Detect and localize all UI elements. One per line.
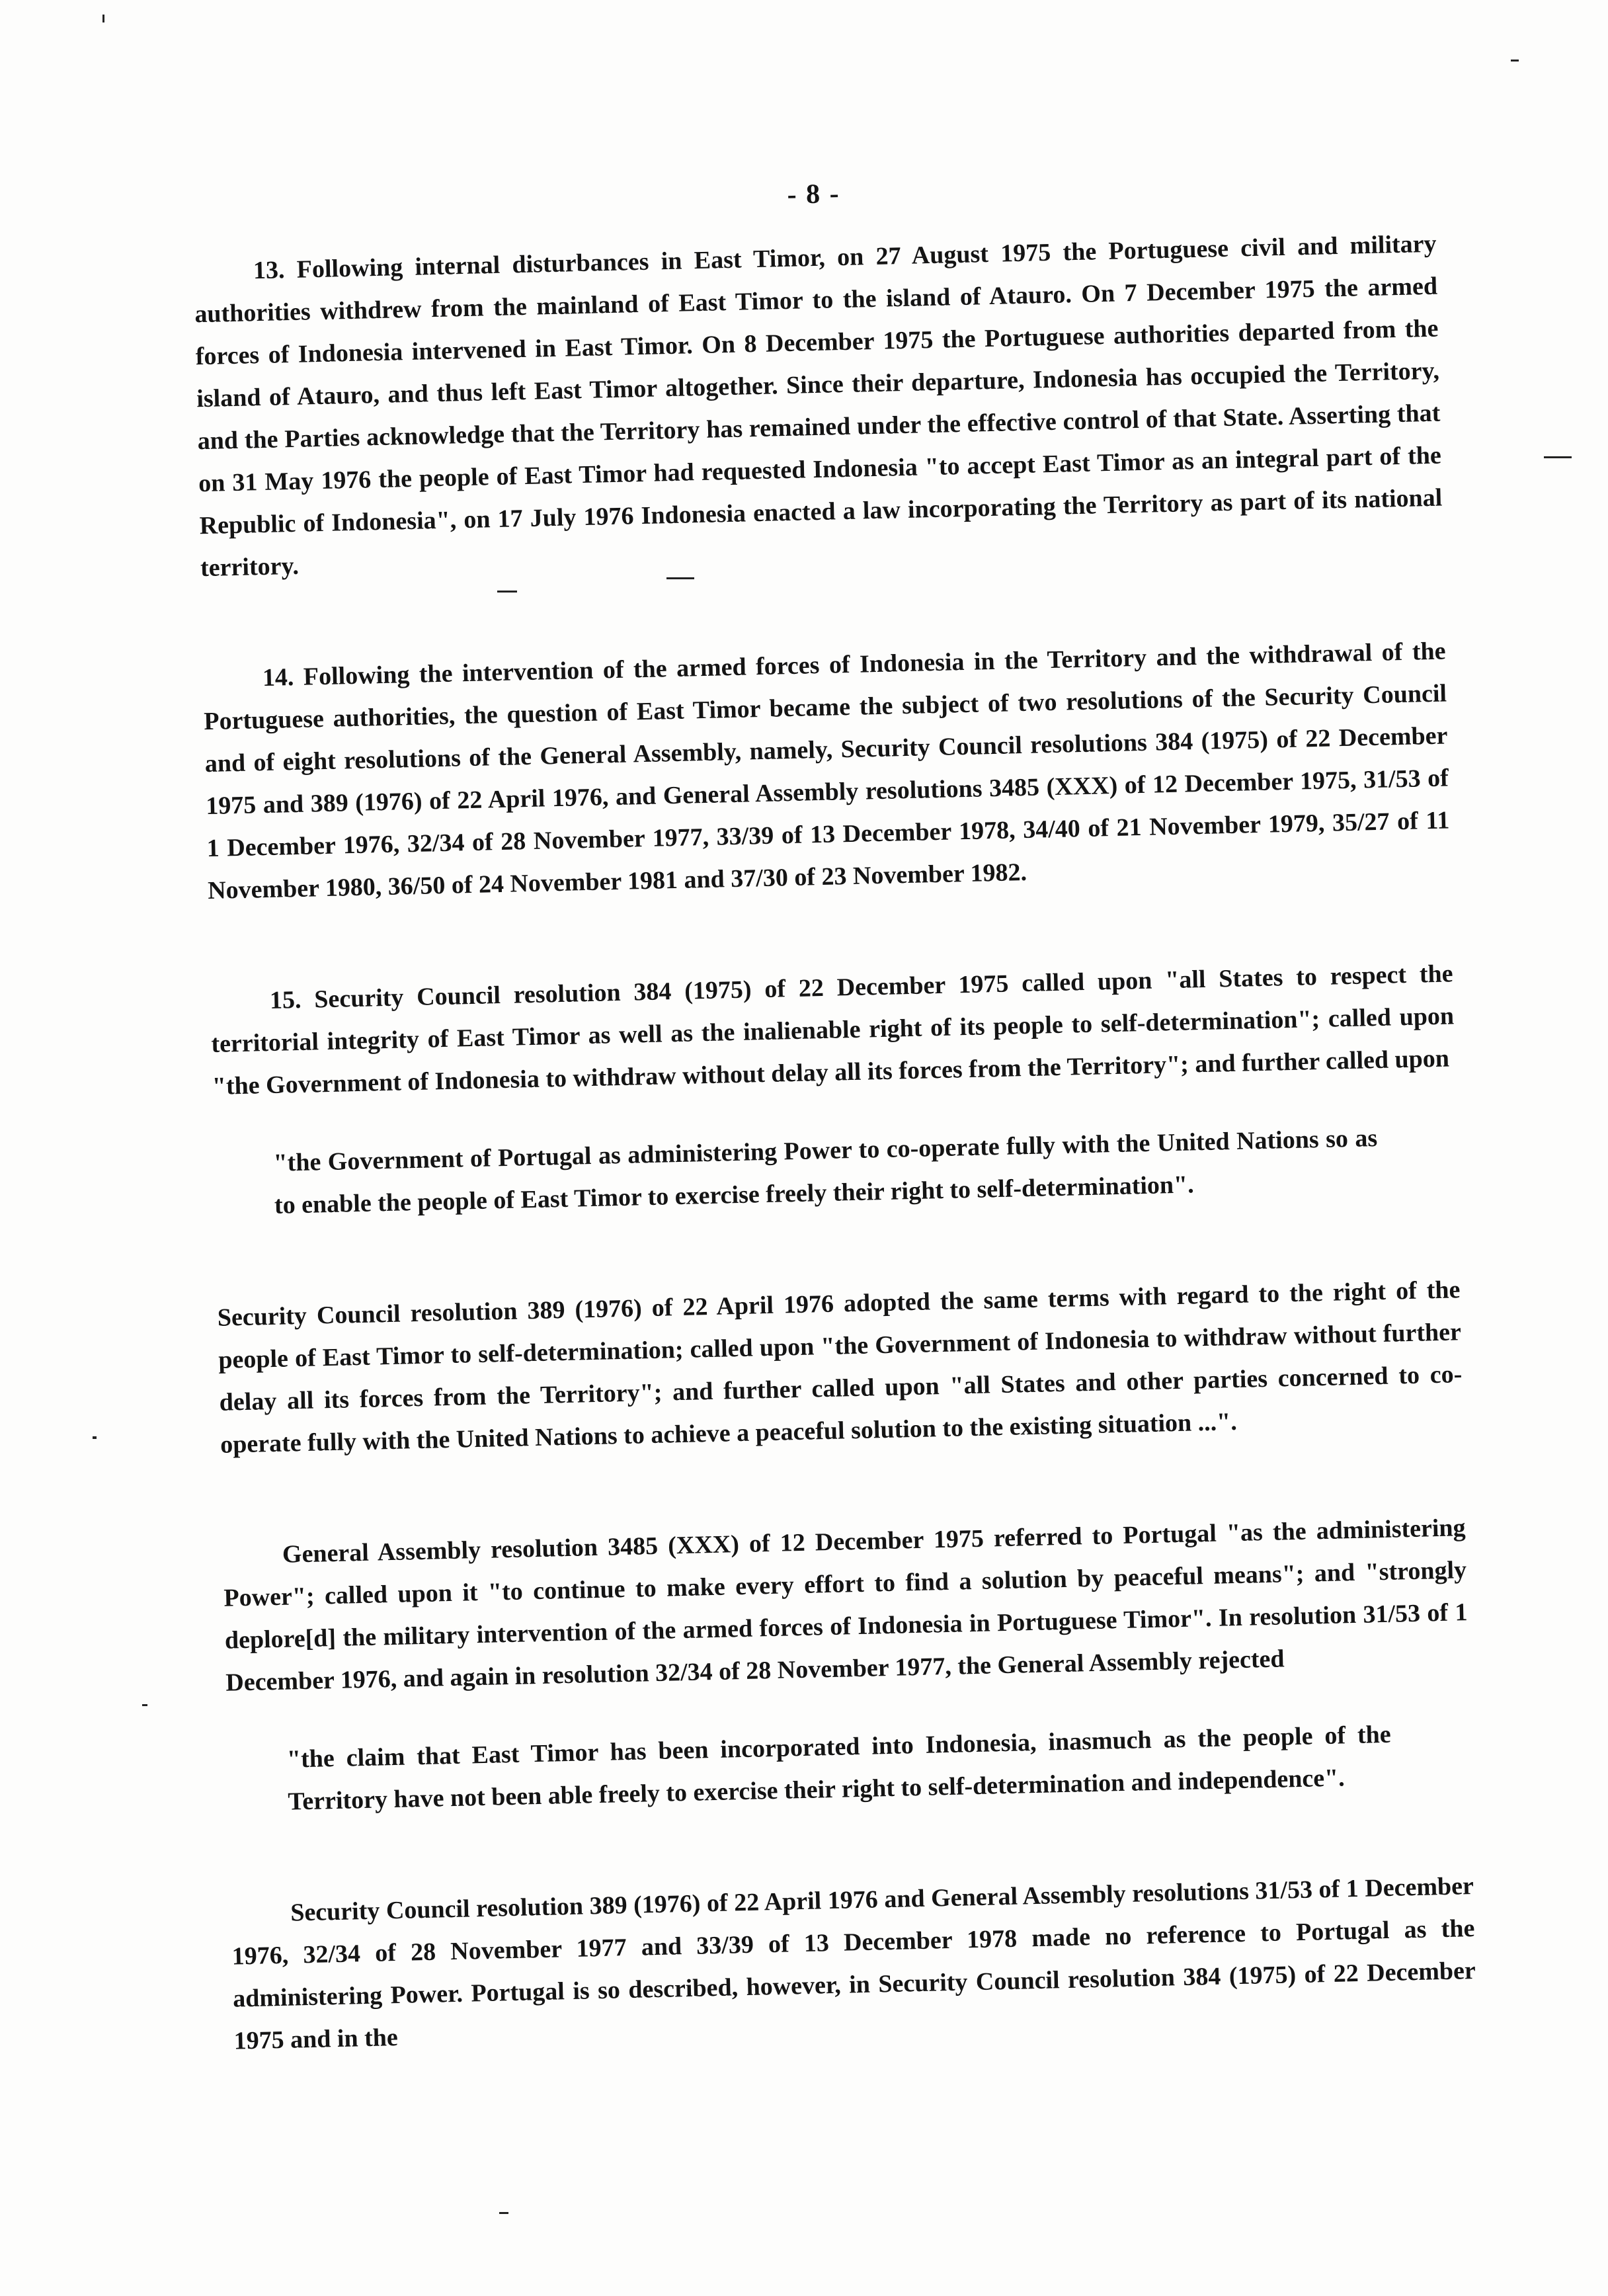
document-body [192,165,1477,2063]
paragraph-security-council-389: Security Council resolution 389 (1976) of 22 April 1976 adopted the same terms with regard to the right of the people of East Timor to self-determination; called upon "the Government of Indonesia to withdraw without further delay all its forces from the Territory"; and further called upon "all States and other parties concerned to co-operate fully with the United Nations to achieve a peaceful solution to the existing situation ...". [217,1276,1463,1459]
page-number: - 8 - [787,179,841,210]
scan-mark [499,2212,508,2214]
scan-mark [1544,456,1572,458]
paragraph-no-reference-to-portugal: Security Council resolution 389 (1976) of 22 April 1976 and General Assembly resolutions 31/53 of 1 December 1976, 32/34 of 28 November 1977 and 33/39 of 13 December 1978 made no reference to Portugal as the administering Power. Portugal is so described, however, in Security Council resolution 384 (1975) of 22 December 1975 and in the [231,1872,1476,2055]
scan-mark [1511,60,1519,62]
block-quote-2: "the claim that East Timor has been incorporated into Indonesia, inasmuch as the people of the Territory have not been able freely to exercise their right to self-determination and independence". [286,1720,1392,1816]
block-quote-1: "the Government of Portugal as administering Power to co-operate fully with the United Nations so as to enable the people of East Timor to exercise freely their right to self-determination". [273,1124,1378,1219]
scan-mark [497,591,517,593]
paragraph-15: 15. Security Council resolution 384 (1975) of 22 December 1975 called upon "all States to respect the territorial integrity of East Timor as well as the inalienable right of its people to self-determination"; called upon "the Government of Indonesia to withdraw without delay all its forces from the Territory"; and further called upon [210,960,1455,1100]
scan-mark [142,1704,147,1706]
scan-mark [666,577,694,579]
scan-mark [102,15,104,22]
paragraph-13: 13. Following internal disturbances in East Timor, on 27 August 1975 the Portuguese civil and military authorities withdrew from the mainland of East Timor to the island of Atauro. On 7 December 1975 the armed forces of Indonesia intervened in East Timor. On 8 December 1975 the Portuguese authorities departed from the island of Atauro, and thus left East Timor altogether. Since their departure, Indonesia has occupied the Territory, and the Parties acknowledge that the Territory has remained under the effective control of that State. Asserting that on 31 May 1976 the people of East Timor had requested Indonesia "to accept East Timor as an integral part of the Republic of Indonesia", on 17 July 1976 Indonesia enacted a law incorporating the Territory as part of its national territory. [194,229,1443,583]
scan-mark [93,1436,97,1439]
paragraph-general-assembly-3485: General Assembly resolution 3485 (XXX) of 12 December 1975 referred to Portugal "as the administering Power"; called upon it "to continue to make every effort to find a solution by peaceful means"; and "strongly deplore[d] the military intervention of the armed forces of Indonesia in Portuguese Timor". In resolution 31/53 of 1 December 1976, and again in resolution 32/34 of 28 November 1977, the General Assembly rejected [223,1514,1468,1697]
paragraph-14: 14. Following the intervention of the armed forces of Indonesia in the Territory and the withdrawal of the Portuguese authorities, the question of East Timor became the subject of two resolutions of the Security Council and of eight resolutions of the General Assembly, namely, Security Council resolutions 384 (1975) of 22 December 1975 and 389 (1976) of 22 April 1976, and General Assembly resolutions 3485 (XXX) of 12 December 1975, 31/53 of 1 December 1976, 32/34 of 28 November 1977, 33/39 of 13 December 1978, 34/40 of 21 November 1979, 35/27 of 11 November 1980, 36/50 of 24 November 1981 and 37/30 of 23 November 1982. [203,637,1450,905]
